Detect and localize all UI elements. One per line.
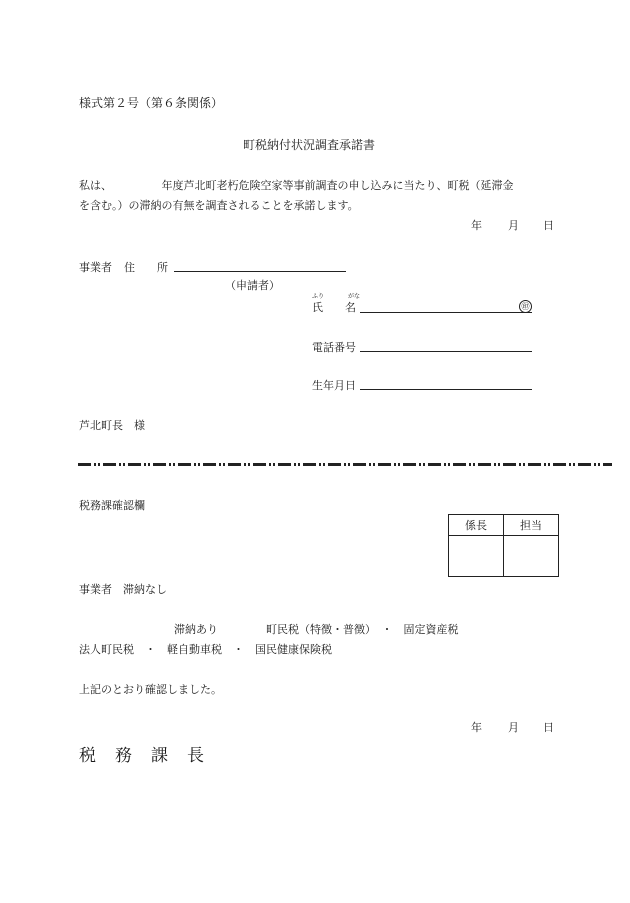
consent-text-line1: 私は、 年度芦北町老朽危険空家等事前調査の申し込みに当たり、町税（延滞金 xyxy=(79,179,514,192)
document-title: 町税納付状況調査承諾書 xyxy=(243,138,376,152)
address-label: 住 所 xyxy=(124,261,168,274)
addressee: 芦北町長 様 xyxy=(79,419,145,432)
tax-types-line2: 法人町民税 ・ 軽自動車税 ・ 国民健康保険税 xyxy=(79,643,332,656)
tax-section-heading: 税務課確認欄 xyxy=(79,499,145,512)
birthdate-field[interactable] xyxy=(360,377,532,390)
phone-label: 電話番号 xyxy=(312,341,356,354)
arrears-label: 滞納あり xyxy=(174,623,218,636)
phone-field[interactable] xyxy=(360,339,532,352)
name-ruby-mei: がな xyxy=(348,293,361,300)
date-year: 年 xyxy=(471,219,482,232)
confirm-date-day: 日 xyxy=(543,721,554,734)
consent-text-line2: を含む。）の滞納の有無を調査されることを承諾します。 xyxy=(79,199,359,212)
cut-line xyxy=(78,463,612,466)
confirm-date-month: 月 xyxy=(508,721,519,734)
confirm-date-year: 年 xyxy=(471,721,482,734)
birthdate-label: 生年月日 xyxy=(312,379,356,392)
no-arrears-text: 事業者 滞納なし xyxy=(79,583,167,596)
name-ruby-shi: ふり xyxy=(312,293,325,300)
signer-title: 税 務 課 長 xyxy=(79,746,205,766)
form-number: 様式第２号（第６条関係） xyxy=(79,96,224,110)
confirmation-text: 上記のとおり確認しました。 xyxy=(79,683,222,696)
seal-mark: ㊞ xyxy=(519,300,532,313)
address-field[interactable] xyxy=(174,259,346,272)
applicant-note: （申請者） xyxy=(225,279,280,292)
business-label: 事業者 xyxy=(79,261,112,274)
name-label: 氏 名 xyxy=(312,301,356,314)
stamp-cell-staff[interactable] xyxy=(504,536,559,577)
tax-types-line1: 町民税（特徴・普徴） ・ 固定資産税 xyxy=(266,623,459,636)
stamp-header-chief: 係長 xyxy=(449,515,504,536)
date-month: 月 xyxy=(508,219,519,232)
stamp-header-staff: 担当 xyxy=(504,515,559,536)
name-field[interactable] xyxy=(360,300,532,313)
date-day: 日 xyxy=(543,219,554,232)
stamp-box xyxy=(448,514,559,577)
stamp-cell-chief[interactable] xyxy=(449,536,504,577)
